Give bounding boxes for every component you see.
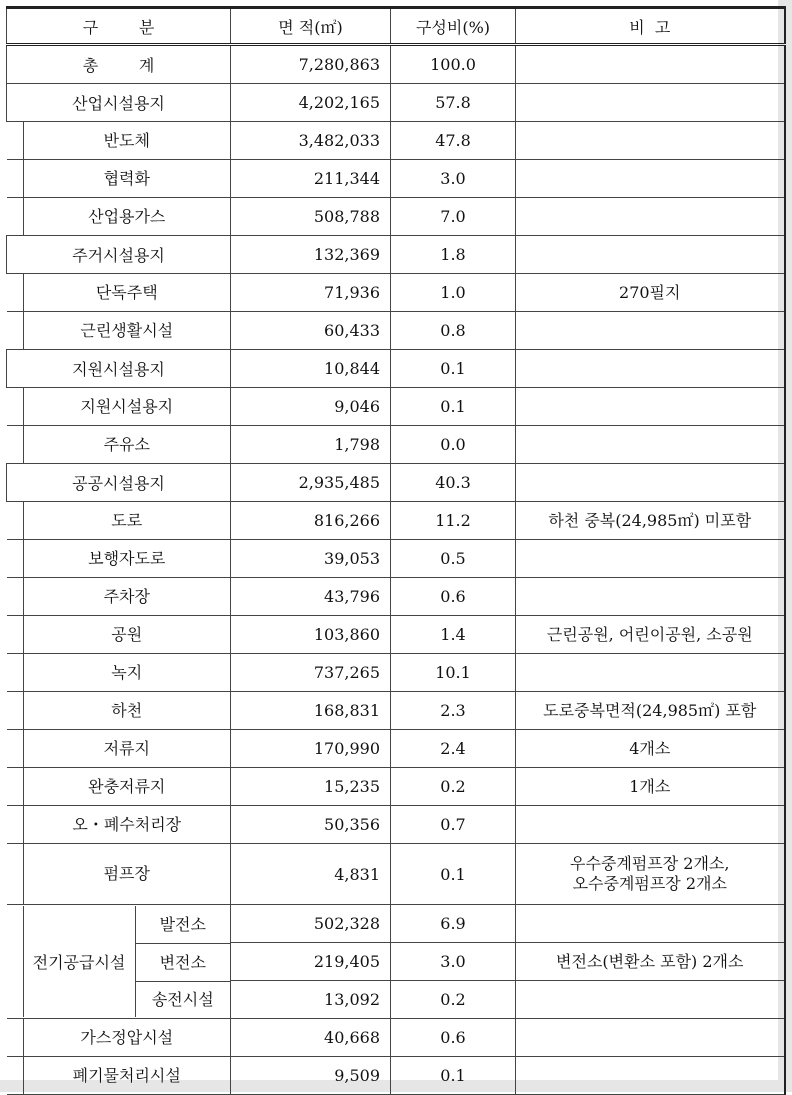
row-area: 170,990 bbox=[231, 730, 391, 768]
row-name bbox=[7, 274, 231, 312]
row-name bbox=[7, 312, 231, 350]
table-row bbox=[7, 730, 785, 768]
row-ratio: 47.8 bbox=[391, 122, 516, 160]
row-ratio: 0.2 bbox=[391, 768, 516, 806]
row-area: 9,046 bbox=[231, 388, 391, 426]
row-area: 103,860 bbox=[231, 616, 391, 654]
table-row bbox=[7, 160, 785, 198]
row-ratio: 0.6 bbox=[391, 1019, 516, 1057]
row-ratio: 7.0 bbox=[391, 198, 516, 236]
row-note: 하천 중복(24,985㎡) 미포함 bbox=[516, 502, 785, 540]
row-name bbox=[7, 426, 231, 464]
row-name: 주거시설용지 bbox=[7, 236, 231, 274]
row-area: 7,280,863 bbox=[231, 45, 391, 84]
row-name-text: 주유소 bbox=[23, 426, 231, 463]
row-ratio: 10.1 bbox=[391, 654, 516, 692]
table-row bbox=[7, 692, 785, 730]
row-name bbox=[7, 730, 231, 768]
row-ratio: 0.5 bbox=[391, 540, 516, 578]
row-note bbox=[516, 198, 785, 236]
row-ratio: 0.2 bbox=[391, 981, 516, 1019]
header-ratio: 구성비(%) bbox=[391, 8, 516, 45]
row-name-text: 폐기물처리시설 bbox=[23, 1057, 231, 1094]
row-name bbox=[7, 692, 231, 730]
row-ratio: 0.1 bbox=[391, 844, 516, 905]
row-note bbox=[516, 1019, 785, 1057]
row-note: 4개소 bbox=[516, 730, 785, 768]
row-name-text: 녹지 bbox=[23, 654, 231, 691]
row-name bbox=[7, 844, 231, 905]
table-row bbox=[7, 844, 785, 905]
row-area: 40,668 bbox=[231, 1019, 391, 1057]
row-area: 1,798 bbox=[231, 426, 391, 464]
row-note bbox=[516, 84, 785, 122]
row-name bbox=[7, 1019, 231, 1057]
table-row bbox=[7, 768, 785, 806]
row-note: 도로중복면적(24,985㎡) 포함 bbox=[516, 692, 785, 730]
row-ratio: 0.8 bbox=[391, 312, 516, 350]
table-row bbox=[7, 388, 785, 426]
row-area: 10,844 bbox=[231, 350, 391, 388]
row-ratio: 2.3 bbox=[391, 692, 516, 730]
row-area: 13,092 bbox=[231, 981, 391, 1019]
row-ratio: 3.0 bbox=[391, 160, 516, 198]
row-note bbox=[516, 806, 785, 844]
row-note bbox=[516, 981, 785, 1019]
row-ratio: 40.3 bbox=[391, 464, 516, 502]
row-area: 737,265 bbox=[231, 654, 391, 692]
row-name: 발전소 bbox=[136, 906, 231, 944]
row-note: 1개소 bbox=[516, 768, 785, 806]
row-name bbox=[7, 198, 231, 236]
table-row bbox=[7, 198, 785, 236]
table-row bbox=[7, 122, 785, 160]
row-area: 43,796 bbox=[231, 578, 391, 616]
table-header-row bbox=[7, 8, 785, 45]
row-group-cell bbox=[7, 905, 231, 1019]
row-note bbox=[516, 160, 785, 198]
row-note bbox=[516, 654, 785, 692]
row-name-text: 보행자도로 bbox=[23, 540, 231, 577]
row-area: 39,053 bbox=[231, 540, 391, 578]
row-name bbox=[7, 578, 231, 616]
row-ratio: 0.1 bbox=[391, 1057, 516, 1095]
row-ratio: 0.0 bbox=[391, 426, 516, 464]
row-name-text: 오・폐수처리장 bbox=[23, 806, 231, 843]
row-area: 502,328 bbox=[231, 905, 391, 943]
row-name bbox=[7, 388, 231, 426]
row-name-text: 완충저류지 bbox=[23, 768, 231, 805]
table-row bbox=[7, 905, 785, 943]
row-ratio: 2.4 bbox=[391, 730, 516, 768]
row-name bbox=[7, 122, 231, 160]
row-note bbox=[516, 45, 785, 84]
row-name-text: 주차장 bbox=[23, 578, 231, 615]
row-note bbox=[516, 578, 785, 616]
row-name-text: 근린생활시설 bbox=[23, 312, 231, 349]
row-area: 3,482,033 bbox=[231, 122, 391, 160]
row-area: 508,788 bbox=[231, 198, 391, 236]
row-area: 15,235 bbox=[231, 768, 391, 806]
row-name: 변전소 bbox=[136, 944, 231, 982]
row-name bbox=[7, 654, 231, 692]
row-area: 50,356 bbox=[231, 806, 391, 844]
row-name bbox=[7, 806, 231, 844]
row-area: 132,369 bbox=[231, 236, 391, 274]
row-note bbox=[516, 122, 785, 160]
land-use-table bbox=[6, 6, 786, 1095]
row-area: 211,344 bbox=[231, 160, 391, 198]
row-note: 변전소(변환소 포함) 2개소 bbox=[516, 943, 785, 981]
row-note bbox=[516, 540, 785, 578]
row-ratio: 0.1 bbox=[391, 388, 516, 426]
row-area: 816,266 bbox=[231, 502, 391, 540]
table-row bbox=[7, 654, 785, 692]
row-note bbox=[516, 905, 785, 943]
row-name: 공공시설용지 bbox=[7, 464, 231, 502]
table-row bbox=[7, 1057, 785, 1095]
row-note bbox=[516, 1057, 785, 1095]
table-row bbox=[7, 312, 785, 350]
row-name: 총 계 bbox=[7, 45, 231, 84]
table-row bbox=[7, 540, 785, 578]
row-name bbox=[7, 540, 231, 578]
table-row bbox=[7, 616, 785, 654]
row-name-text: 가스정압시설 bbox=[23, 1019, 231, 1056]
row-name-text: 하천 bbox=[23, 692, 231, 729]
row-name-text: 저류지 bbox=[23, 730, 231, 767]
row-note: 근린공원, 어린이공원, 소공원 bbox=[516, 616, 785, 654]
header-category: 구 분 bbox=[7, 8, 231, 45]
row-area: 219,405 bbox=[231, 943, 391, 981]
row-name bbox=[7, 160, 231, 198]
row-ratio: 0.6 bbox=[391, 578, 516, 616]
row-name-text: 도로 bbox=[23, 502, 231, 539]
row-note bbox=[516, 236, 785, 274]
table-row bbox=[7, 502, 785, 540]
row-note: 우수중계펌프장 2개소, 오수중계펌프장 2개소 bbox=[516, 844, 785, 905]
table-row bbox=[7, 236, 785, 274]
row-note bbox=[516, 464, 785, 502]
table-row bbox=[7, 1019, 785, 1057]
row-note bbox=[516, 350, 785, 388]
row-name-text: 반도체 bbox=[23, 122, 231, 159]
row-ratio: 57.8 bbox=[391, 84, 516, 122]
row-area: 60,433 bbox=[231, 312, 391, 350]
row-note: 270필지 bbox=[516, 274, 785, 312]
row-ratio: 3.0 bbox=[391, 943, 516, 981]
header-area: 면 적(㎡) bbox=[231, 8, 391, 45]
row-area: 2,935,485 bbox=[231, 464, 391, 502]
row-ratio: 1.8 bbox=[391, 236, 516, 274]
row-name-text: 펌프장 bbox=[23, 844, 231, 904]
table-row bbox=[7, 350, 785, 388]
row-name bbox=[7, 768, 231, 806]
row-name bbox=[7, 616, 231, 654]
row-ratio: 6.9 bbox=[391, 905, 516, 943]
table-row bbox=[7, 45, 785, 84]
row-group-name: 전기공급시설 bbox=[24, 906, 136, 1017]
row-ratio: 1.0 bbox=[391, 274, 516, 312]
header-note: 비 고 bbox=[516, 8, 785, 45]
table-row bbox=[7, 84, 785, 122]
row-name: 산업시설용지 bbox=[7, 84, 231, 122]
table-row bbox=[7, 578, 785, 616]
row-ratio: 100.0 bbox=[391, 45, 516, 84]
table-row bbox=[7, 806, 785, 844]
row-name-text: 협력화 bbox=[23, 160, 231, 197]
row-name-text: 지원시설용지 bbox=[23, 388, 231, 425]
row-area: 4,202,165 bbox=[231, 84, 391, 122]
row-name: 지원시설용지 bbox=[7, 350, 231, 388]
row-name-text: 공원 bbox=[23, 616, 231, 653]
table-row bbox=[7, 426, 785, 464]
row-ratio: 0.1 bbox=[391, 350, 516, 388]
row-ratio: 1.4 bbox=[391, 616, 516, 654]
table-row bbox=[7, 464, 785, 502]
row-ratio: 0.7 bbox=[391, 806, 516, 844]
row-note bbox=[516, 388, 785, 426]
row-note bbox=[516, 312, 785, 350]
row-area: 4,831 bbox=[231, 844, 391, 905]
row-area: 9,509 bbox=[231, 1057, 391, 1095]
row-name-text: 단독주택 bbox=[23, 274, 231, 311]
row-name-text: 산업용가스 bbox=[23, 198, 231, 235]
row-name: 송전시설 bbox=[151, 990, 214, 1009]
row-area: 71,936 bbox=[231, 274, 391, 312]
row-ratio: 11.2 bbox=[391, 502, 516, 540]
row-name bbox=[7, 1057, 231, 1095]
row-note bbox=[516, 426, 785, 464]
row-name bbox=[7, 502, 231, 540]
table-row bbox=[7, 274, 785, 312]
row-area: 168,831 bbox=[231, 692, 391, 730]
